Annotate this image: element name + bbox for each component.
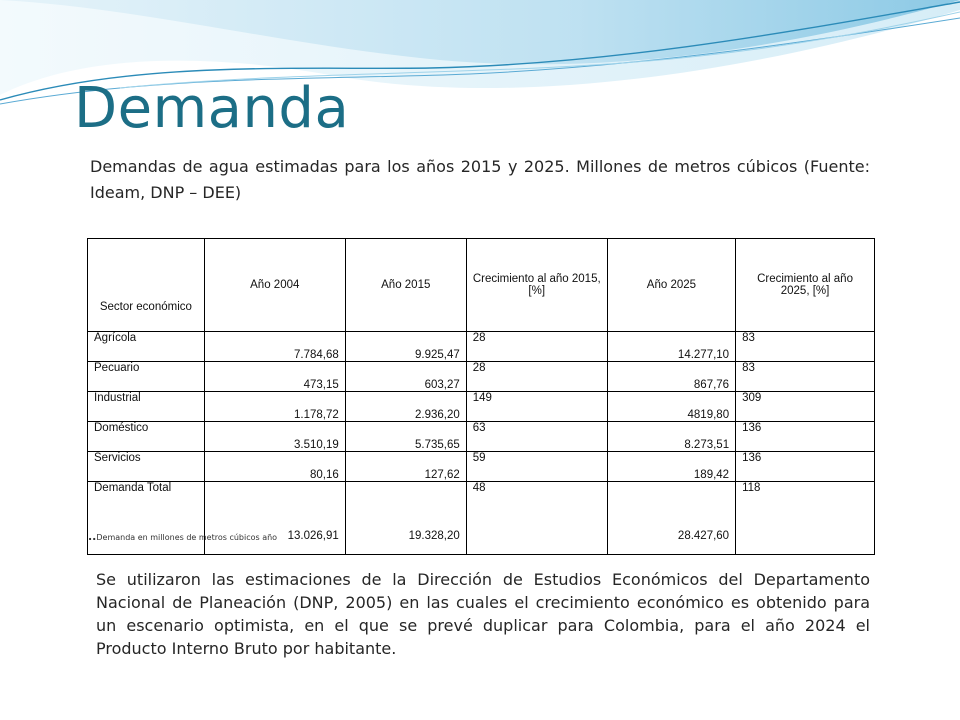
table-cell: 83 [736, 332, 875, 362]
table-cell: 118 [736, 482, 875, 555]
table-cell: 4819,80 [607, 392, 735, 422]
table-cell: 2.936,20 [345, 392, 466, 422]
table-cell: 5.735,65 [345, 422, 466, 452]
table-cell: Industrial [88, 392, 205, 422]
table-cell: Servicios [88, 452, 205, 482]
slide-title: Demanda [74, 76, 350, 141]
table-row-total [88, 482, 875, 555]
footnote-text: Demanda en millones de metros cúbicos año [96, 533, 278, 542]
table-cell: Demanda Total [88, 482, 205, 555]
table-cell: 127,62 [345, 452, 466, 482]
table-cell: 473,15 [204, 362, 345, 392]
footnote-prefix: .. [88, 530, 97, 543]
table-row [88, 362, 875, 392]
slide-subtitle: Demandas de agua estimadas para los años 2015 y 2025. Millones de metros cúbicos (Fuente: Ideam, DNP – DEE) [90, 157, 870, 202]
table-row [88, 332, 875, 362]
table-header: Crecimiento al año 2025, [%] [736, 239, 875, 332]
table-cell: Doméstico [88, 422, 205, 452]
table-cell: 83 [736, 362, 875, 392]
table-cell: 28.427,60 [607, 482, 735, 555]
table-row [88, 452, 875, 482]
table-cell: 14.277,10 [607, 332, 735, 362]
table-cell: 13.026,91 [204, 482, 345, 555]
table-cell: 28 [466, 362, 607, 392]
table-cell: 48 [466, 482, 607, 555]
table-cell: 603,27 [345, 362, 466, 392]
table-cell: 309 [736, 392, 875, 422]
table-cell: 9.925,47 [345, 332, 466, 362]
table-cell: Pecuario [88, 362, 205, 392]
table-cell: 63 [466, 422, 607, 452]
table-cell: 867,76 [607, 362, 735, 392]
table-row [88, 392, 875, 422]
table-cell: 3.510,19 [204, 422, 345, 452]
table-footnote [88, 530, 277, 543]
slide-body-text: Se utilizaron las estimaciones de la Dirección de Estudios Económicos del Departamento Nacional de Planeación (DNP, 2005) en las cuales el crecimiento económico es obtenido para un escenario optimista, en el que se prevé duplicar para Colombia, para el año 2024 el Producto Interno Bruto por habitante. [96, 570, 870, 658]
table-header: Año 2015 [345, 239, 466, 332]
table-header: Crecimiento al año 2015, [%] [466, 239, 607, 332]
table-cell: 149 [466, 392, 607, 422]
table-cell: 19.328,20 [345, 482, 466, 555]
table-cell: 189,42 [607, 452, 735, 482]
table-cell: 1.178,72 [204, 392, 345, 422]
table-header: Sector económico [88, 239, 205, 332]
table-header: Año 2004 [204, 239, 345, 332]
table-cell: Agrícola [88, 332, 205, 362]
table-header-row [88, 239, 875, 332]
table-cell: 7.784,68 [204, 332, 345, 362]
water-demand-table [87, 238, 875, 555]
table-cell: 28 [466, 332, 607, 362]
table-cell: 136 [736, 422, 875, 452]
table-cell: 8.273,51 [607, 422, 735, 452]
table-cell: 136 [736, 452, 875, 482]
table-header: Año 2025 [607, 239, 735, 332]
table-cell: 59 [466, 452, 607, 482]
table-cell: 80,16 [204, 452, 345, 482]
table-row [88, 422, 875, 452]
